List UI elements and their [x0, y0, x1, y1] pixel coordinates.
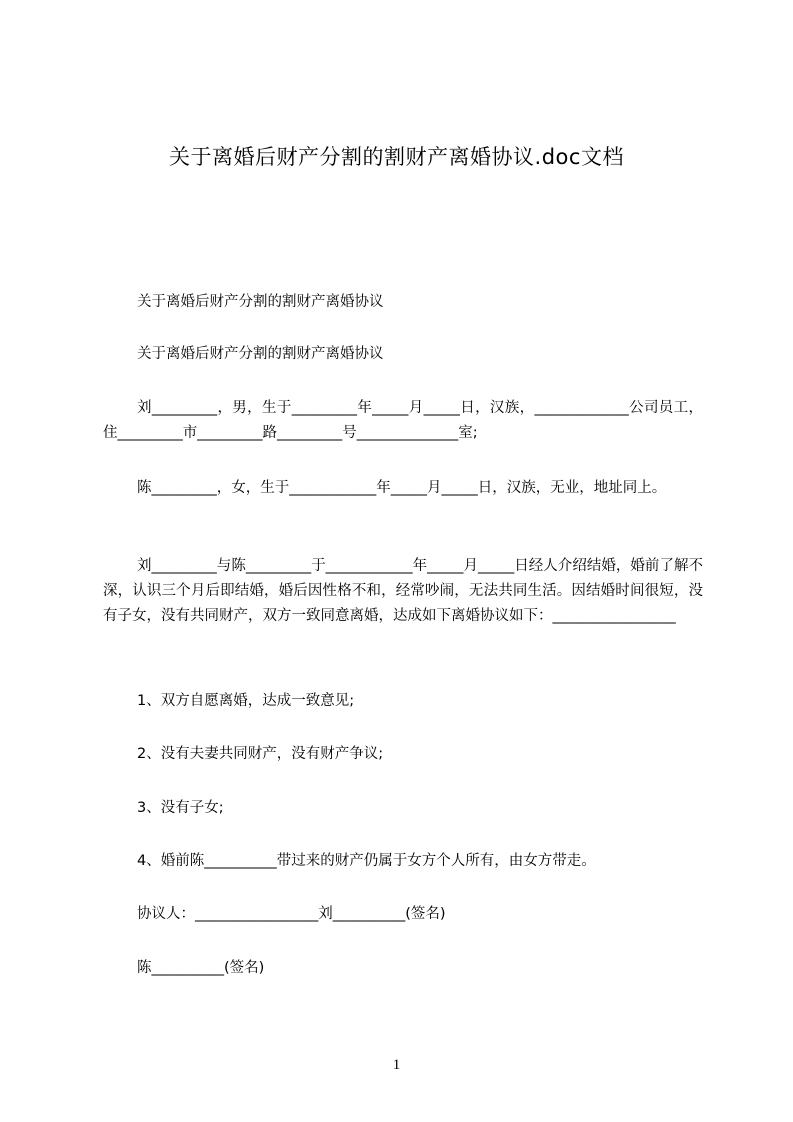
clause-1: 1、双方自愿离婚，达成一致意见;: [137, 693, 355, 709]
subtitle-2: 关于离婚后财产分割的割财产离婚协议: [137, 346, 384, 362]
party-chen-paragraph: 陈_________，女，生于____________年_____月_____日，汉族，无业，地址同上。: [137, 480, 667, 496]
clause-4: 4、婚前陈__________带过来的财产仍属于女方个人所有，由女方带走。: [137, 853, 596, 869]
signature-chen-line: 陈__________(签名): [137, 960, 265, 976]
clause-3: 3、没有子女;: [137, 800, 224, 816]
marriage-background-paragraph: 刘_________与陈_________于____________年_____月_____日经人介绍结婚，婚前了解不深，认识三个月后即结婚，婚后因性格不和，经常吵闹，无法共同生活。因结婚时间很短，没有子女，没有共同财产，双方一致同意离婚，达成如下离婚协议如下：_________________: [103, 558, 703, 624]
party-liu-paragraph: 刘_________，男，生于_________年_____月_____日，汉族，_____________公司员工，住_________市_________路_________号______________室;: [103, 400, 703, 441]
document-title: 关于离婚后财产分割的割财产离婚协议.doc文档: [169, 145, 624, 169]
signatories-line: 协议人：_________________刘__________(签名): [137, 906, 446, 922]
clause-2: 2、没有夫妻共同财产，没有财产争议;: [137, 746, 384, 762]
subtitle-1: 关于离婚后财产分割的割财产离婚协议: [137, 294, 384, 310]
page-number: 1: [392, 1057, 401, 1073]
